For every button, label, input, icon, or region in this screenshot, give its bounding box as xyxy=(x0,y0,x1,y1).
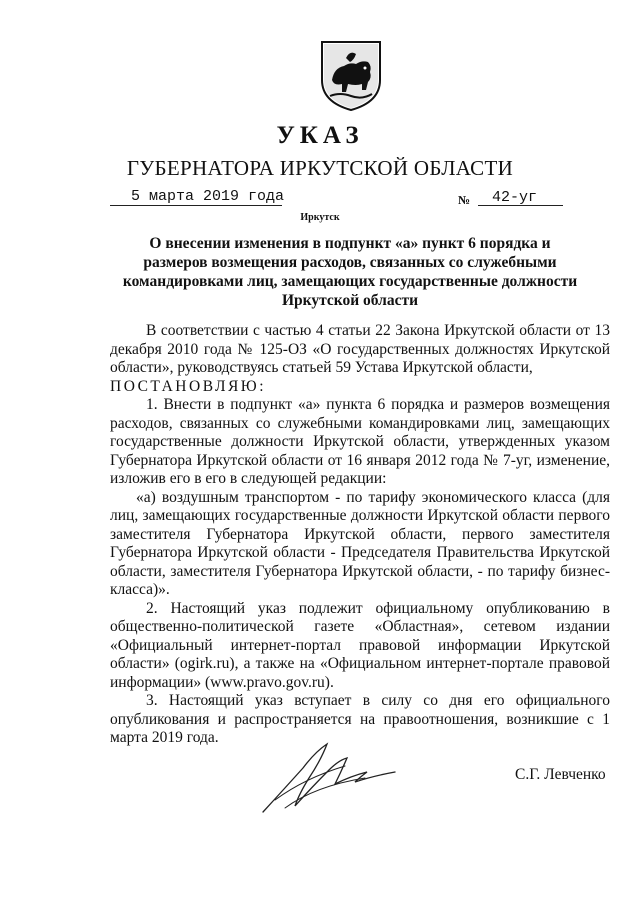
item-3-paragraph: 3. Настоящий указ вступает в силу со дня его официального опубликования и распространяется на правоотношения, возникшие с 1 марта 2019 года. xyxy=(110,692,610,746)
document-number: 42-уг xyxy=(492,189,538,206)
item-2-paragraph: 2. Настоящий указ подлежит официальному опубликованию в общественно-политической газете «Областная», сетевом издании «Официальный интернет-портал правовой информации Иркутской области» (ogirk.ru), а также на «Официальном интернет-портале правовой информации» (www.pravo.gov.ru). xyxy=(110,599,610,691)
decree-word: ПОСТАНОВЛЯЮ: xyxy=(110,377,267,395)
issuer-subtitle: ГУБЕРНАТОРА ИРКУТСКОЙ ОБЛАСТИ xyxy=(126,156,514,180)
document-date: 5 марта 2019 года xyxy=(131,188,285,205)
document-type-title: УКАЗ xyxy=(276,122,364,149)
document-body xyxy=(110,322,610,748)
number-label: № xyxy=(458,193,471,207)
city-label: Иркутск xyxy=(300,212,340,223)
signer-name: С.Г. Левченко xyxy=(515,766,606,783)
handwritten-signature-icon xyxy=(255,738,405,818)
document-heading: О внесении изменения в подпункт «а» пункт 6 порядка и размеров возмещения расходов, связанных со служебными командировками лиц, замещающих государственные должности Иркутской области xyxy=(122,235,578,309)
number-underline xyxy=(478,205,563,206)
intro-paragraph: В соответствии с частью 4 статьи 22 Закона Иркутской области от 13 декабря 2010 года № 125-ОЗ «О государственных должностях Иркутской области», руководствуясь статьей 59 Устава Иркутской области, xyxy=(110,322,610,376)
irkutsk-coat-of-arms-icon xyxy=(320,40,382,112)
item-1-quote-paragraph: «а) воздушным транспортом - по тарифу экономического класса (для лиц, замещающих государственные должности Иркутской области первого заместителя Губернатора Иркутской области, первого заместителя Губернатора Иркутской области - Председателя Правительства Иркутской области, заместителя Губернатора Иркутской области, - по тарифу бизнес-класса)». xyxy=(110,488,610,598)
date-underline xyxy=(110,205,282,206)
item-1-paragraph: 1. Внести в подпункт «а» пункта 6 порядка и размеров возмещения расходов, связанных со служебными командировками лиц, замещающих государственные должности Иркутской области, утвержденных указом Губернатора Иркутской области от 16 января 2012 года № 7-уг, изменение, изложив его в его в следующей редакции: xyxy=(110,396,610,487)
